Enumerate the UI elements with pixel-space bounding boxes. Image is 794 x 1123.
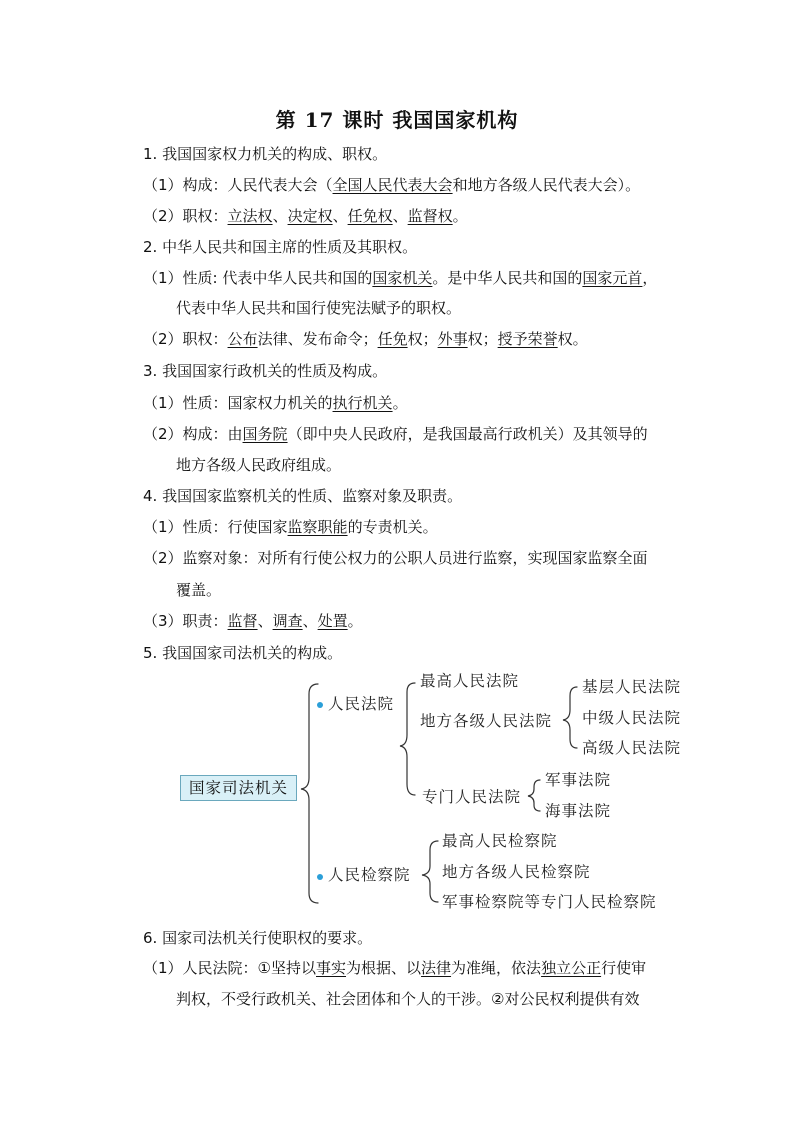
section-3-heading: 3. 我国国家行政机关的性质及构成。 xyxy=(143,362,388,380)
section-6-line-2 xyxy=(176,989,639,1009)
procuratorate-bullet-icon xyxy=(317,874,323,880)
underlined-answer: 公布 xyxy=(227,330,258,348)
text-run: 代表中华人民共和国行使宪法赋予的职权。 xyxy=(176,299,462,317)
procuratorate-child-2: 地方各级人民检察院 xyxy=(442,863,591,881)
text-run: 、 xyxy=(272,207,288,225)
section-4-heading: 4. 我国国家监察机关的性质、监察对象及职责。 xyxy=(143,487,463,505)
text-run: 。 xyxy=(392,394,408,412)
underlined-answer: 监督权 xyxy=(407,207,453,225)
text-run: ， xyxy=(642,269,658,287)
special-courts-node: 专门人民法院 xyxy=(422,788,522,806)
local-court-child-3: 高级人民法院 xyxy=(582,739,682,757)
text-run: （2）监察对象：对所有行使公权力的公职人员进行监察，实现国家监察全面 xyxy=(143,549,648,567)
text-run: 权； xyxy=(407,330,438,348)
underlined-answer: 外事 xyxy=(437,330,468,348)
text-run: 。 xyxy=(452,207,468,225)
procuratorate-child-3: 军事检察院等专门人民检察院 xyxy=(442,893,657,911)
underlined-answer: 调查 xyxy=(272,612,303,630)
procuratorate-child-1: 最高人民检察院 xyxy=(442,832,558,850)
special-court-child-2: 海事法院 xyxy=(545,802,612,820)
supreme-court-node: 最高人民法院 xyxy=(420,672,520,690)
procuratorate-bracket xyxy=(422,841,438,902)
underlined-answer: 全国人民代表大会 xyxy=(332,176,453,194)
text-run: 、 xyxy=(257,612,273,630)
root-node: 国家司法机关 xyxy=(180,775,297,801)
special-courts-bracket xyxy=(528,780,540,811)
underlined-answer: 任免 xyxy=(377,330,408,348)
local-court-child-1: 基层人民法院 xyxy=(582,678,682,696)
text-run: 覆盖。 xyxy=(176,581,222,599)
underlined-answer: 国家机关 xyxy=(372,269,433,287)
court-bullet-icon xyxy=(317,702,323,708)
court-node: 人民法院 xyxy=(328,695,395,713)
local-court-child-2: 中级人民法院 xyxy=(582,709,682,727)
text-run: 。是中华人民共和国的 xyxy=(432,269,583,287)
text-run: 、 xyxy=(302,612,318,630)
underlined-answer: 决定权 xyxy=(287,207,333,225)
underlined-answer: 监察职能 xyxy=(287,518,348,536)
text-run: 权。 xyxy=(557,330,588,348)
text-run: （1）性质：行使国家 xyxy=(143,518,288,536)
procuratorate-node: 人民检察院 xyxy=(328,866,411,884)
underlined-answer: 事实 xyxy=(316,959,347,977)
text-run: （1）人民法院：①坚持以 xyxy=(143,959,316,977)
underlined-answer: 执行机关 xyxy=(332,394,393,412)
text-run: 权； xyxy=(467,330,498,348)
section-2-heading: 2. 中华人民共和国主席的性质及其职权。 xyxy=(143,238,418,256)
page-title: 第 17 课时 我国国家机构 xyxy=(275,108,519,132)
local-courts-bracket xyxy=(563,687,577,748)
underlined-answer: 法律 xyxy=(421,959,452,977)
section-6-heading: 6. 国家司法机关行使职权的要求。 xyxy=(143,929,373,947)
court-bracket xyxy=(400,683,415,795)
text-run: 的专责机关。 xyxy=(347,518,438,536)
underlined-answer: 独立公正 xyxy=(541,959,602,977)
text-run: （1）性质：国家权力机关的 xyxy=(143,394,333,412)
underlined-answer: 处置 xyxy=(317,612,348,630)
underlined-answer: 国务院 xyxy=(242,425,288,443)
text-run: 判权，不受行政机关、社会团体和个人的干涉。②对公民权利提供有效 xyxy=(176,990,640,1008)
text-run: 。 xyxy=(347,612,363,630)
special-court-child-1: 军事法院 xyxy=(545,771,612,789)
text-run: 和地方各级人民代表大会）。 xyxy=(452,176,641,194)
local-courts-node: 地方各级人民法院 xyxy=(420,712,553,730)
section-6-line-1 xyxy=(143,958,646,978)
text-run: 地方各级人民政府组成。 xyxy=(176,456,342,474)
text-run: （2）职权： xyxy=(143,330,228,348)
underlined-answer: 立法权 xyxy=(227,207,273,225)
text-run: （2）职权： xyxy=(143,207,228,225)
text-run: 为准绳，依法 xyxy=(451,959,542,977)
root-bracket xyxy=(301,684,318,903)
text-run: 、 xyxy=(332,207,348,225)
underlined-answer: 国家元首 xyxy=(582,269,643,287)
text-run: （即中央人民政府，是我国最高行政机关）及其领导的 xyxy=(287,425,648,443)
text-run: 为根据、以 xyxy=(346,959,422,977)
underlined-answer: 监督 xyxy=(227,612,258,630)
text-run: 、 xyxy=(392,207,408,225)
section-5-heading: 5. 我国国家司法机关的构成。 xyxy=(143,644,343,662)
text-run: 法律、发布命令； xyxy=(257,330,378,348)
underlined-answer: 任免权 xyxy=(347,207,393,225)
section-1-heading: 1. 我国国家权力机关的构成、职权。 xyxy=(143,145,388,163)
underlined-answer: 授予荣誉 xyxy=(497,330,558,348)
text-run: （1）构成：人民代表大会（ xyxy=(143,176,333,194)
text-run: （3）职责： xyxy=(143,612,228,630)
text-run: （1）性质: 代表中华人民共和国的 xyxy=(143,269,373,287)
text-run: 行使审 xyxy=(601,959,647,977)
text-run: （2）构成：由 xyxy=(143,425,243,443)
